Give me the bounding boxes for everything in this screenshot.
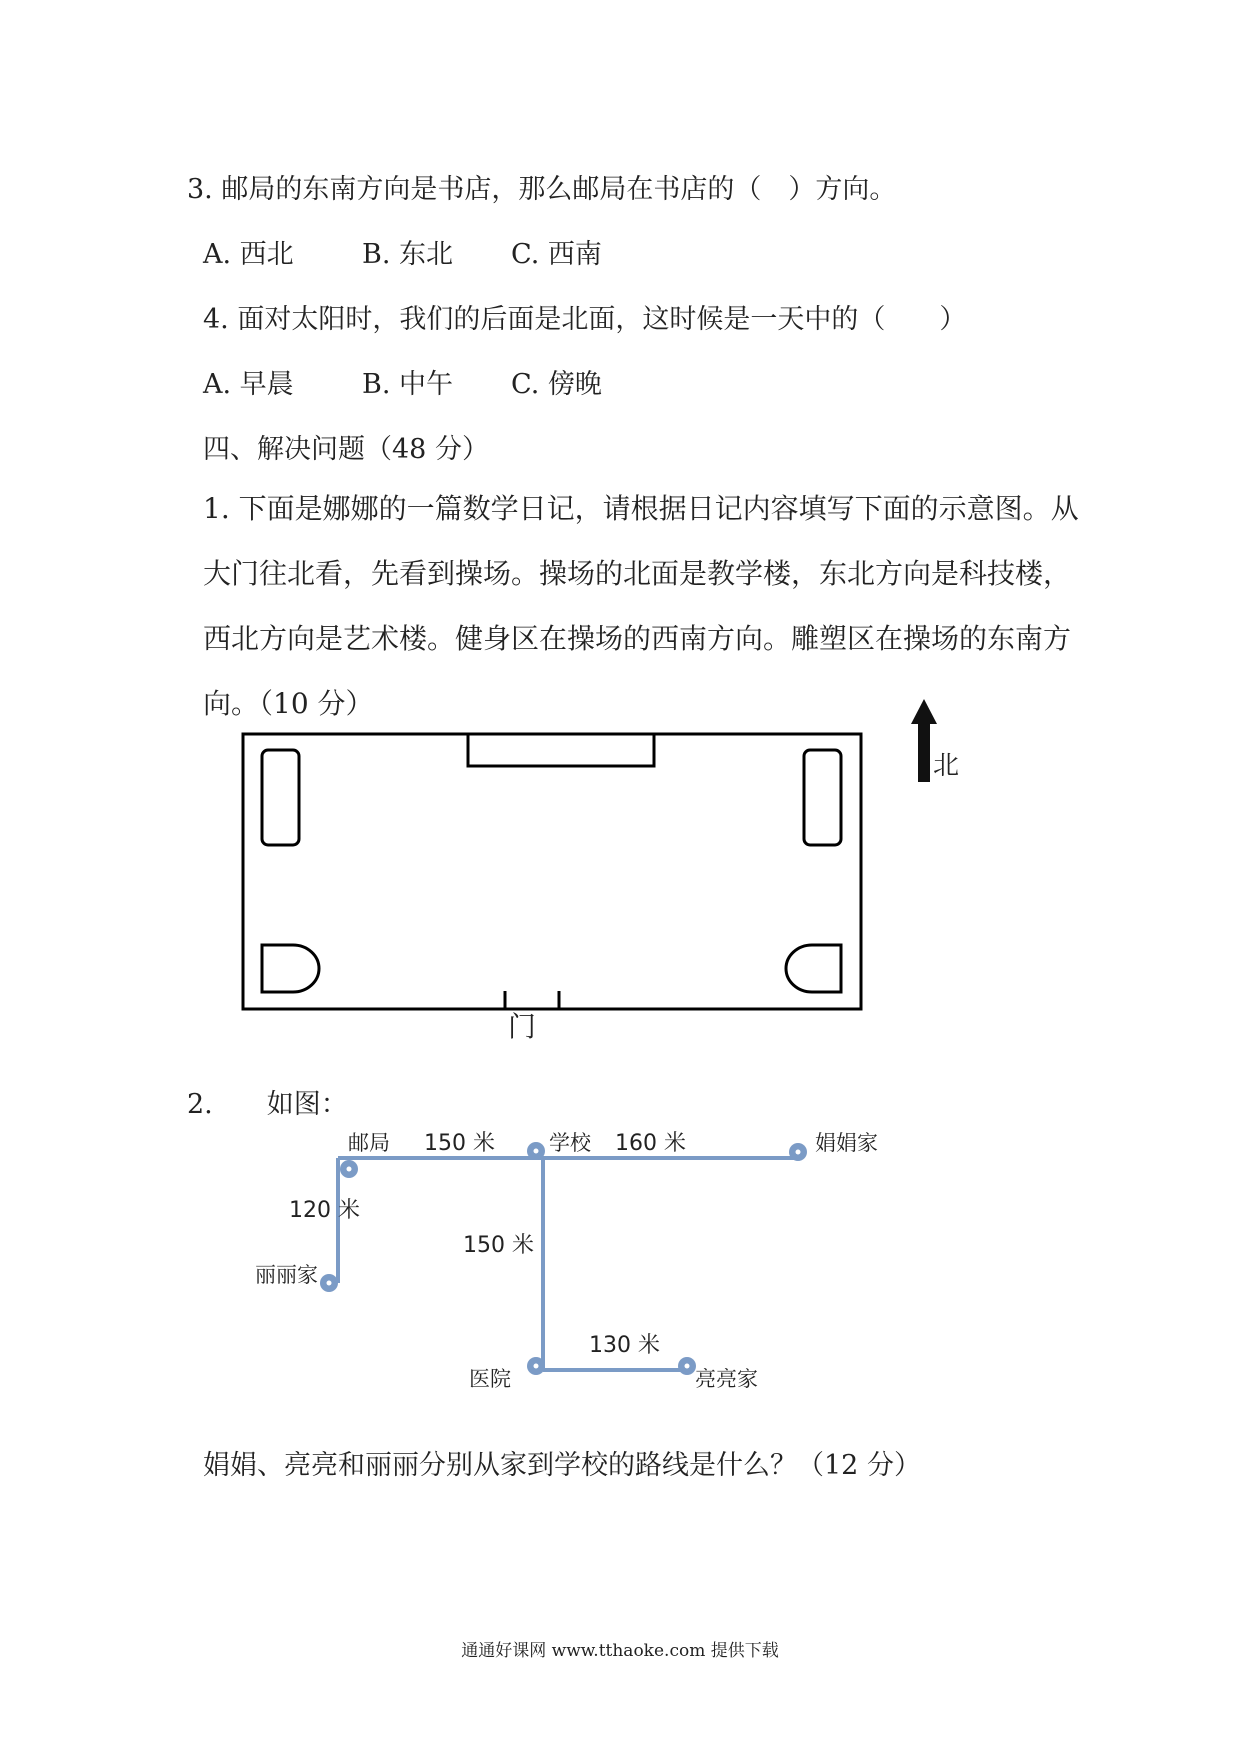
north-label: 北	[933, 751, 960, 781]
route-lines	[338, 1158, 800, 1370]
q4-option-c: C. 傍晚	[511, 369, 602, 400]
q3-option-b: B. 东北	[362, 239, 454, 270]
teaching-building-box	[468, 734, 654, 766]
science-building-box	[804, 750, 841, 845]
distance-school-juanjuan: 160 米	[615, 1131, 686, 1156]
post-office-label: 邮局	[348, 1131, 390, 1155]
distance-post-lili: 120 米	[289, 1198, 360, 1223]
route-nodes	[320, 1142, 807, 1375]
distance-hospital-liangliang: 130 米	[589, 1333, 660, 1358]
liangliang-home-label: 亮亮家	[695, 1367, 758, 1391]
campus-outline	[243, 734, 861, 1009]
fitness-area-shape	[262, 945, 319, 992]
q4-option-a: A. 早晨	[203, 369, 294, 400]
q4-option-b: B. 中午	[362, 369, 454, 400]
juanjuan-home-label: 娟娟家	[815, 1131, 878, 1155]
hospital-label: 医院	[469, 1367, 511, 1391]
art-building-box	[262, 750, 299, 845]
lili-home-label: 丽丽家	[255, 1263, 318, 1287]
q3-option-c: C. 西南	[511, 239, 602, 270]
school-label: 学校	[549, 1131, 591, 1155]
sculpture-area-shape	[786, 945, 841, 992]
gate-label: 门	[507, 1010, 537, 1043]
distance-post-school: 150 米	[424, 1131, 495, 1156]
problem-1-text: 1. 下面是娜娜的一篇数学日记，请根据日记内容填写下面的示意图。从大门往北看，先看到操场。操场的北面是教学楼，东北方向是科技楼，西北方向是艺术楼。健身区在操场的西南方向。雕塑区在操场的东南方向。（10 分）	[203, 492, 1079, 720]
problem-2-question: 娟娟、亮亮和丽丽分别从家到学校的路线是什么？（12 分）	[203, 1450, 921, 1481]
problem-2-label: 2. 如图：	[187, 1089, 348, 1120]
section-4-title: 四、解决问题（48 分）	[203, 434, 489, 465]
footer-text: 通通好课网 www.tthaoke.com 提供下载	[461, 1641, 779, 1661]
distance-school-hospital: 150 米	[463, 1233, 534, 1258]
campus-diagram	[243, 734, 861, 1009]
q3-option-a: A. 西北	[203, 239, 294, 270]
question-3: 3. 邮局的东南方向是书店，那么邮局在书店的（ ）方向。	[187, 174, 897, 205]
question-4: 4. 面对太阳时，我们的后面是北面，这时候是一天中的（ ）	[203, 304, 967, 335]
